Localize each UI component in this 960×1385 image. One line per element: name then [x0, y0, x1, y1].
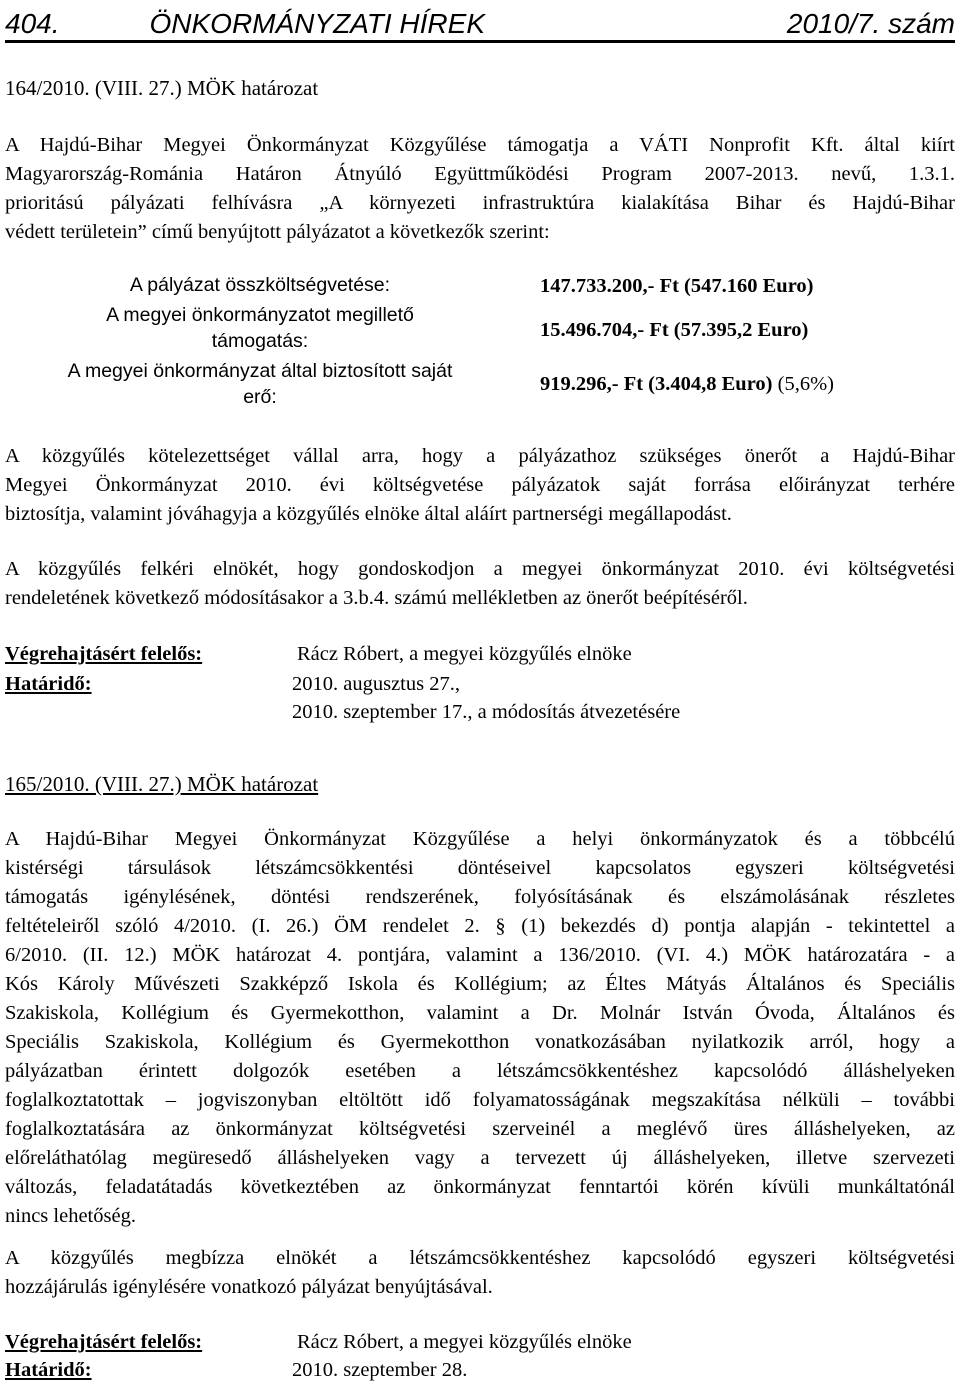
page-number: 404.: [5, 8, 60, 39]
text-line: nincs lehetőség.: [5, 1205, 136, 1227]
text-line: A Hajdú-Bihar Megyei Önkormányzat Közgyűlése támogatja a VÁTI Nonprofit Kft. által kiírt: [5, 134, 955, 156]
deadline-label: Határidő:: [5, 1359, 92, 1381]
text-line: 6/2010. (II. 12.) MÖK határozat 4. pontjára, valamint a 136/2010. (VI. 4.) MÖK határozatára - a: [5, 944, 955, 966]
text-line: Kós Károly Művészeti Szakképző Iskola és Kollégium; az Éltes Mátyás Általános és Speciális: [5, 973, 955, 995]
text-line: pályázatban érintett dolgozók esetében a létszámcsökkentéshez kapcsolódó álláshelyeken: [5, 1060, 955, 1082]
responsible-label: Végrehajtásért felelős:: [5, 643, 203, 665]
responsible-label: Végrehajtásért felelős:: [5, 1331, 203, 1353]
deadline-value: 2010. szeptember 28.: [292, 1359, 468, 1381]
publication-title: ÖNKORMÁNYZATI HÍREK: [149, 8, 486, 39]
text-line: Megyei Önkormányzat 2010. évi költségvetése pályázatok saját forrása előirányzat terhére: [5, 474, 955, 496]
paragraph: [5, 555, 955, 613]
text-line: A közgyűlés megbízza elnökét a létszámcsökkentéshez kapcsolódó egyszeri költségvetési: [5, 1247, 955, 1269]
text-line: előreláthatólag megüresedő álláshelyeken vagy a tervezett új álláshelyeken, illetve szervezeti: [5, 1147, 955, 1169]
responsible-value: Rácz Róbert, a megyei közgyűlés elnöke: [297, 1331, 632, 1353]
table-label: A pályázat összköltségvetése:: [129, 274, 391, 296]
responsible-value: Rácz Róbert, a megyei közgyűlés elnöke: [297, 643, 632, 665]
table-value: 919.296,- Ft (3.404,8 Euro) (5,6%): [540, 373, 834, 395]
text-line: Magyarország-Románia Határon Átnyúló Együttműködési Program 2007-2013. nevű, 1.3.1.: [5, 163, 955, 185]
table-value: 147.733.200,- Ft (547.160 Euro): [540, 275, 814, 297]
document-page: [5, 0, 955, 1381]
text-line: biztosítja, valamint jóváhagyja a közgyűlés elnöke által aláírt partnerségi megállapodást.: [5, 503, 732, 525]
text-line: kistérségi társulások létszámcsökkentési döntéseivel kapcsolatos egyszeri költségvetési: [5, 857, 955, 879]
resolution-intro: [5, 131, 955, 247]
issue-number: 2010/7. szám: [786, 8, 955, 39]
deadline-label: Határidő:: [5, 673, 92, 695]
table-label: A megyei önkormányzatot megillető támogatás:: [106, 304, 414, 352]
text-line: A közgyűlés felkéri elnökét, hogy gondoskodjon a megyei önkormányzat 2010. évi költségvetési: [5, 558, 955, 580]
resolution-body: [5, 825, 955, 1231]
deadline-value-2: 2010. szeptember 17., a módosítás átvezetésére: [292, 701, 681, 723]
text-line: védett területein” című benyújtott pályázatot a következők szerint:: [5, 221, 550, 243]
paragraph: [5, 1244, 955, 1302]
text-line: feltételeiről szóló 4/2010. (I. 26.) ÖM rendelet 2. § (1) bekezdés d) pontja alapján - tekintettel a: [5, 915, 955, 937]
text-line: Szakiskola, Kollégium és Gyermekotthon, valamint a Dr. Molnár István Óvoda, Általános és: [5, 1002, 955, 1024]
text-line: támogatás igénylésének, döntési rendszerének, folyósításának és elszámolásának részletes: [5, 886, 955, 908]
resolution-title: 165/2010. (VIII. 27.) MÖK határozat: [5, 772, 319, 796]
text-line: prioritású pályázati felhívásra „A környezeti infrastruktúra kialakítása Bihar és Hajdú-Bihar: [5, 192, 955, 214]
text-line: foglalkoztatottak – jogviszonyban eltöltött idő folyamatosságának megszakítása nélküli – további: [5, 1089, 955, 1111]
table-label: A megyei önkormányzat által biztosított saját erő:: [67, 360, 453, 408]
table-value: 15.496.704,- Ft (57.395,2 Euro): [540, 319, 809, 341]
text-line: Speciális Szakiskola, Kollégium és Gyermekotthon vonatkozásában nyilatkozik arról, hogy a: [5, 1031, 955, 1053]
deadline-value: 2010. augusztus 27.,: [292, 673, 460, 695]
text-line: A Hajdú-Bihar Megyei Önkormányzat Közgyűlése a helyi önkormányzatok és a többcélú: [5, 828, 955, 850]
text-line: hozzájárulás igénylésére vonatkozó pályázat benyújtásával.: [5, 1276, 493, 1298]
text-line: változás, feladatátadás következtében az önkormányzat fenntartói körén kívüli munkáltatónál: [5, 1176, 955, 1198]
text-line: A közgyűlés kötelezettséget vállal arra, hogy a pályázathoz szükséges önerőt a Hajdú-Bihar: [5, 445, 955, 467]
page-header: [5, 0, 955, 43]
text-line: rendeletének következő módosításakor a 3.b.4. számú mellékletben az önerőt beépítéséről.: [5, 587, 748, 609]
resolution-title: 164/2010. (VIII. 27.) MÖK határozat: [5, 76, 319, 100]
paragraph: [5, 442, 955, 529]
text-line: foglalkoztatására az önkormányzat költségvetési szerveinél a meglévő üres álláshelyeken, az: [5, 1118, 955, 1140]
